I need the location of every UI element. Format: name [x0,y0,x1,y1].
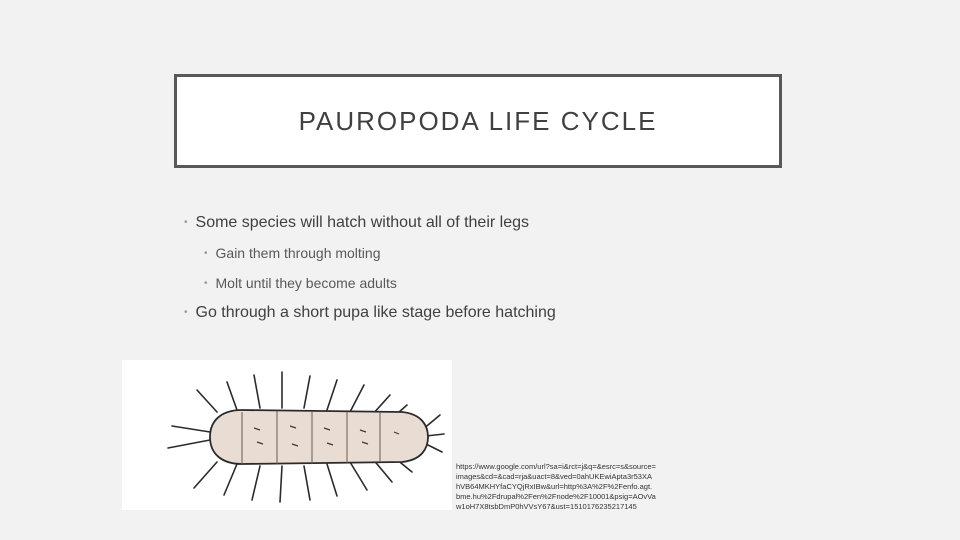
sub-bullet-item [204,275,397,291]
bullet-dot-icon: • [184,217,188,228]
image-source-caption: https://www.google.com/url?sa=i&rct=j&q=&esrc=s&source=images&cd=&cad=rja&uact=8&ved=0ahUKEwiApta3r53XAhVB64MKHYfaCYQjRxIBw&url=http%3A%2F%2Fenfo.agt.bme.hu%2Fdrupal%2Fen%2Fnode%2F10001&psig=AOvVaw1oH7X8tsbDmP0hVVsY67&ust=1510176235217145 [456,462,656,511]
bullet-text: Gain them through molting [215,245,381,261]
bullet-item [184,214,529,232]
bullet-dot-icon: • [204,278,208,289]
bullet-dot-icon: • [204,248,208,259]
bullet-text: Some species will hatch without all of their legs [195,214,530,231]
title-box [174,74,782,168]
bullet-text: Molt until they become adults [215,275,397,291]
slide-title: PAUROPODA LIFE CYCLE [298,105,658,136]
pauropoda-illustration [122,360,452,510]
bullet-text: Go through a short pupa like stage before hatching [195,304,556,321]
bullet-item [184,304,556,322]
bullet-dot-icon: • [184,307,188,318]
pauropod-drawing [122,360,452,510]
sub-bullet-item [204,245,381,261]
